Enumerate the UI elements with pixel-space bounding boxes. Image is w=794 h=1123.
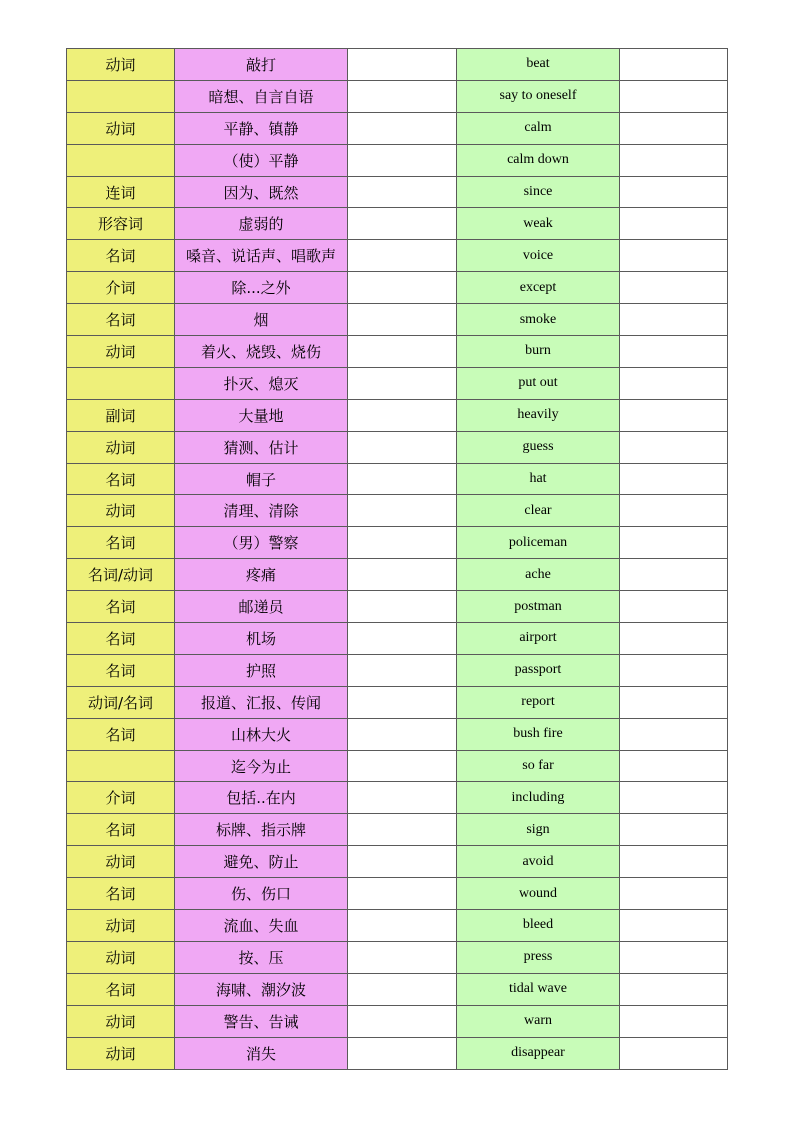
part-of-speech-cell: 动词 (67, 1005, 175, 1037)
blank-answer-cell (348, 750, 457, 782)
table-row (67, 1005, 728, 1037)
part-of-speech-cell: 动词 (67, 1037, 175, 1069)
table-row (67, 399, 728, 431)
blank-answer-cell (620, 973, 728, 1005)
blank-answer-cell (348, 208, 457, 240)
part-of-speech-cell: 名词 (67, 654, 175, 686)
english-word-cell: airport (457, 623, 620, 655)
english-word-cell: wound (457, 878, 620, 910)
part-of-speech-cell (67, 144, 175, 176)
english-word-cell: postman (457, 591, 620, 623)
english-word-cell: calm (457, 112, 620, 144)
table-row (67, 463, 728, 495)
english-word-cell: avoid (457, 846, 620, 878)
english-word-cell: voice (457, 240, 620, 272)
table-row (67, 272, 728, 304)
blank-answer-cell (348, 176, 457, 208)
blank-answer-cell (348, 527, 457, 559)
blank-answer-cell (620, 750, 728, 782)
chinese-meaning-cell: 消失 (175, 1037, 348, 1069)
chinese-meaning-cell: 警告、告诫 (175, 1005, 348, 1037)
table-row (67, 591, 728, 623)
chinese-meaning-cell: 报道、汇报、传闻 (175, 686, 348, 718)
part-of-speech-cell: 动词 (67, 431, 175, 463)
blank-answer-cell (620, 431, 728, 463)
table-row (67, 973, 728, 1005)
blank-answer-cell (348, 240, 457, 272)
part-of-speech-cell: 动词 (67, 49, 175, 81)
table-row (67, 750, 728, 782)
english-word-cell: put out (457, 367, 620, 399)
table-row (67, 336, 728, 368)
chinese-meaning-cell: 迄今为止 (175, 750, 348, 782)
blank-answer-cell (348, 910, 457, 942)
english-word-cell: burn (457, 336, 620, 368)
english-word-cell: sign (457, 814, 620, 846)
blank-answer-cell (348, 686, 457, 718)
blank-answer-cell (620, 49, 728, 81)
table-row (67, 176, 728, 208)
blank-answer-cell (348, 814, 457, 846)
english-word-cell: press (457, 941, 620, 973)
part-of-speech-cell: 介词 (67, 272, 175, 304)
table-row (67, 654, 728, 686)
english-word-cell: so far (457, 750, 620, 782)
table-row (67, 49, 728, 81)
blank-answer-cell (620, 591, 728, 623)
blank-answer-cell (620, 878, 728, 910)
english-word-cell: including (457, 782, 620, 814)
blank-answer-cell (620, 304, 728, 336)
blank-answer-cell (620, 814, 728, 846)
part-of-speech-cell: 动词 (67, 941, 175, 973)
english-word-cell: say to oneself (457, 80, 620, 112)
chinese-meaning-cell: 大量地 (175, 399, 348, 431)
blank-answer-cell (620, 1005, 728, 1037)
chinese-meaning-cell: 标牌、指示牌 (175, 814, 348, 846)
table-row (67, 910, 728, 942)
english-word-cell: beat (457, 49, 620, 81)
table-row (67, 527, 728, 559)
table-row (67, 80, 728, 112)
blank-answer-cell (348, 559, 457, 591)
blank-answer-cell (620, 272, 728, 304)
blank-answer-cell (620, 240, 728, 272)
blank-answer-cell (620, 399, 728, 431)
chinese-meaning-cell: 护照 (175, 654, 348, 686)
english-word-cell: bleed (457, 910, 620, 942)
blank-answer-cell (348, 272, 457, 304)
table-row (67, 367, 728, 399)
table-row (67, 431, 728, 463)
chinese-meaning-cell: 包括..在内 (175, 782, 348, 814)
blank-answer-cell (348, 336, 457, 368)
english-word-cell: heavily (457, 399, 620, 431)
part-of-speech-cell: 动词 (67, 846, 175, 878)
chinese-meaning-cell: 帽子 (175, 463, 348, 495)
blank-answer-cell (348, 718, 457, 750)
english-word-cell: smoke (457, 304, 620, 336)
chinese-meaning-cell: 山林大火 (175, 718, 348, 750)
blank-answer-cell (348, 431, 457, 463)
blank-answer-cell (348, 654, 457, 686)
blank-answer-cell (620, 910, 728, 942)
table-row (67, 495, 728, 527)
blank-answer-cell (620, 941, 728, 973)
part-of-speech-cell (67, 750, 175, 782)
part-of-speech-cell: 动词 (67, 336, 175, 368)
blank-answer-cell (620, 144, 728, 176)
english-word-cell: weak (457, 208, 620, 240)
chinese-meaning-cell: 流血、失血 (175, 910, 348, 942)
english-word-cell: bush fire (457, 718, 620, 750)
blank-answer-cell (348, 463, 457, 495)
english-word-cell: except (457, 272, 620, 304)
part-of-speech-cell: 名词 (67, 973, 175, 1005)
blank-answer-cell (348, 623, 457, 655)
english-word-cell: clear (457, 495, 620, 527)
vocabulary-table (66, 48, 728, 1070)
blank-answer-cell (348, 1005, 457, 1037)
blank-answer-cell (348, 144, 457, 176)
vocabulary-table-body (67, 49, 728, 1070)
table-row (67, 941, 728, 973)
part-of-speech-cell: 名词 (67, 878, 175, 910)
chinese-meaning-cell: 虚弱的 (175, 208, 348, 240)
blank-answer-cell (348, 878, 457, 910)
table-row (67, 878, 728, 910)
blank-answer-cell (620, 654, 728, 686)
part-of-speech-cell: 名词 (67, 527, 175, 559)
chinese-meaning-cell: 因为、既然 (175, 176, 348, 208)
part-of-speech-cell: 介词 (67, 782, 175, 814)
english-word-cell: report (457, 686, 620, 718)
part-of-speech-cell: 名词/动词 (67, 559, 175, 591)
chinese-meaning-cell: 嗓音、说话声、唱歌声 (175, 240, 348, 272)
blank-answer-cell (620, 559, 728, 591)
part-of-speech-cell: 副词 (67, 399, 175, 431)
blank-answer-cell (620, 495, 728, 527)
english-word-cell: since (457, 176, 620, 208)
chinese-meaning-cell: （男）警察 (175, 527, 348, 559)
table-row (67, 686, 728, 718)
blank-answer-cell (348, 495, 457, 527)
english-word-cell: policeman (457, 527, 620, 559)
blank-answer-cell (348, 399, 457, 431)
part-of-speech-cell: 形容词 (67, 208, 175, 240)
blank-answer-cell (348, 112, 457, 144)
english-word-cell: disappear (457, 1037, 620, 1069)
blank-answer-cell (348, 973, 457, 1005)
table-row (67, 846, 728, 878)
part-of-speech-cell: 名词 (67, 718, 175, 750)
part-of-speech-cell: 名词 (67, 623, 175, 655)
part-of-speech-cell: 名词 (67, 304, 175, 336)
part-of-speech-cell: 名词 (67, 240, 175, 272)
blank-answer-cell (620, 176, 728, 208)
chinese-meaning-cell: 扑灭、熄灭 (175, 367, 348, 399)
blank-answer-cell (620, 718, 728, 750)
blank-answer-cell (348, 80, 457, 112)
blank-answer-cell (348, 1037, 457, 1069)
part-of-speech-cell: 动词/名词 (67, 686, 175, 718)
english-word-cell: tidal wave (457, 973, 620, 1005)
part-of-speech-cell: 动词 (67, 910, 175, 942)
chinese-meaning-cell: 疼痛 (175, 559, 348, 591)
blank-answer-cell (620, 686, 728, 718)
chinese-meaning-cell: 除...之外 (175, 272, 348, 304)
blank-answer-cell (348, 782, 457, 814)
part-of-speech-cell: 动词 (67, 495, 175, 527)
blank-answer-cell (620, 623, 728, 655)
english-word-cell: passport (457, 654, 620, 686)
blank-answer-cell (348, 367, 457, 399)
english-word-cell: ache (457, 559, 620, 591)
blank-answer-cell (620, 846, 728, 878)
part-of-speech-cell: 动词 (67, 112, 175, 144)
table-row (67, 718, 728, 750)
table-row (67, 623, 728, 655)
table-row (67, 782, 728, 814)
blank-answer-cell (620, 1037, 728, 1069)
english-word-cell: calm down (457, 144, 620, 176)
table-row (67, 304, 728, 336)
chinese-meaning-cell: 邮递员 (175, 591, 348, 623)
blank-answer-cell (620, 782, 728, 814)
chinese-meaning-cell: 清理、清除 (175, 495, 348, 527)
part-of-speech-cell: 名词 (67, 591, 175, 623)
chinese-meaning-cell: 伤、伤口 (175, 878, 348, 910)
english-word-cell: guess (457, 431, 620, 463)
chinese-meaning-cell: 平静、镇静 (175, 112, 348, 144)
blank-answer-cell (620, 208, 728, 240)
blank-answer-cell (348, 49, 457, 81)
chinese-meaning-cell: 海啸、潮汐波 (175, 973, 348, 1005)
english-word-cell: warn (457, 1005, 620, 1037)
chinese-meaning-cell: 敲打 (175, 49, 348, 81)
part-of-speech-cell: 连词 (67, 176, 175, 208)
table-row (67, 112, 728, 144)
blank-answer-cell (348, 591, 457, 623)
part-of-speech-cell (67, 80, 175, 112)
chinese-meaning-cell: （使）平静 (175, 144, 348, 176)
blank-answer-cell (348, 846, 457, 878)
blank-answer-cell (620, 527, 728, 559)
blank-answer-cell (620, 367, 728, 399)
blank-answer-cell (620, 336, 728, 368)
part-of-speech-cell: 名词 (67, 463, 175, 495)
blank-answer-cell (620, 463, 728, 495)
blank-answer-cell (348, 941, 457, 973)
part-of-speech-cell (67, 367, 175, 399)
table-row (67, 240, 728, 272)
chinese-meaning-cell: 着火、烧毁、烧伤 (175, 336, 348, 368)
blank-answer-cell (620, 112, 728, 144)
chinese-meaning-cell: 烟 (175, 304, 348, 336)
chinese-meaning-cell: 猜测、估计 (175, 431, 348, 463)
chinese-meaning-cell: 避免、防止 (175, 846, 348, 878)
blank-answer-cell (348, 304, 457, 336)
table-row (67, 208, 728, 240)
table-row (67, 144, 728, 176)
chinese-meaning-cell: 机场 (175, 623, 348, 655)
chinese-meaning-cell: 暗想、自言自语 (175, 80, 348, 112)
chinese-meaning-cell: 按、压 (175, 941, 348, 973)
table-row (67, 1037, 728, 1069)
english-word-cell: hat (457, 463, 620, 495)
part-of-speech-cell: 名词 (67, 814, 175, 846)
table-row (67, 814, 728, 846)
blank-answer-cell (620, 80, 728, 112)
table-row (67, 559, 728, 591)
